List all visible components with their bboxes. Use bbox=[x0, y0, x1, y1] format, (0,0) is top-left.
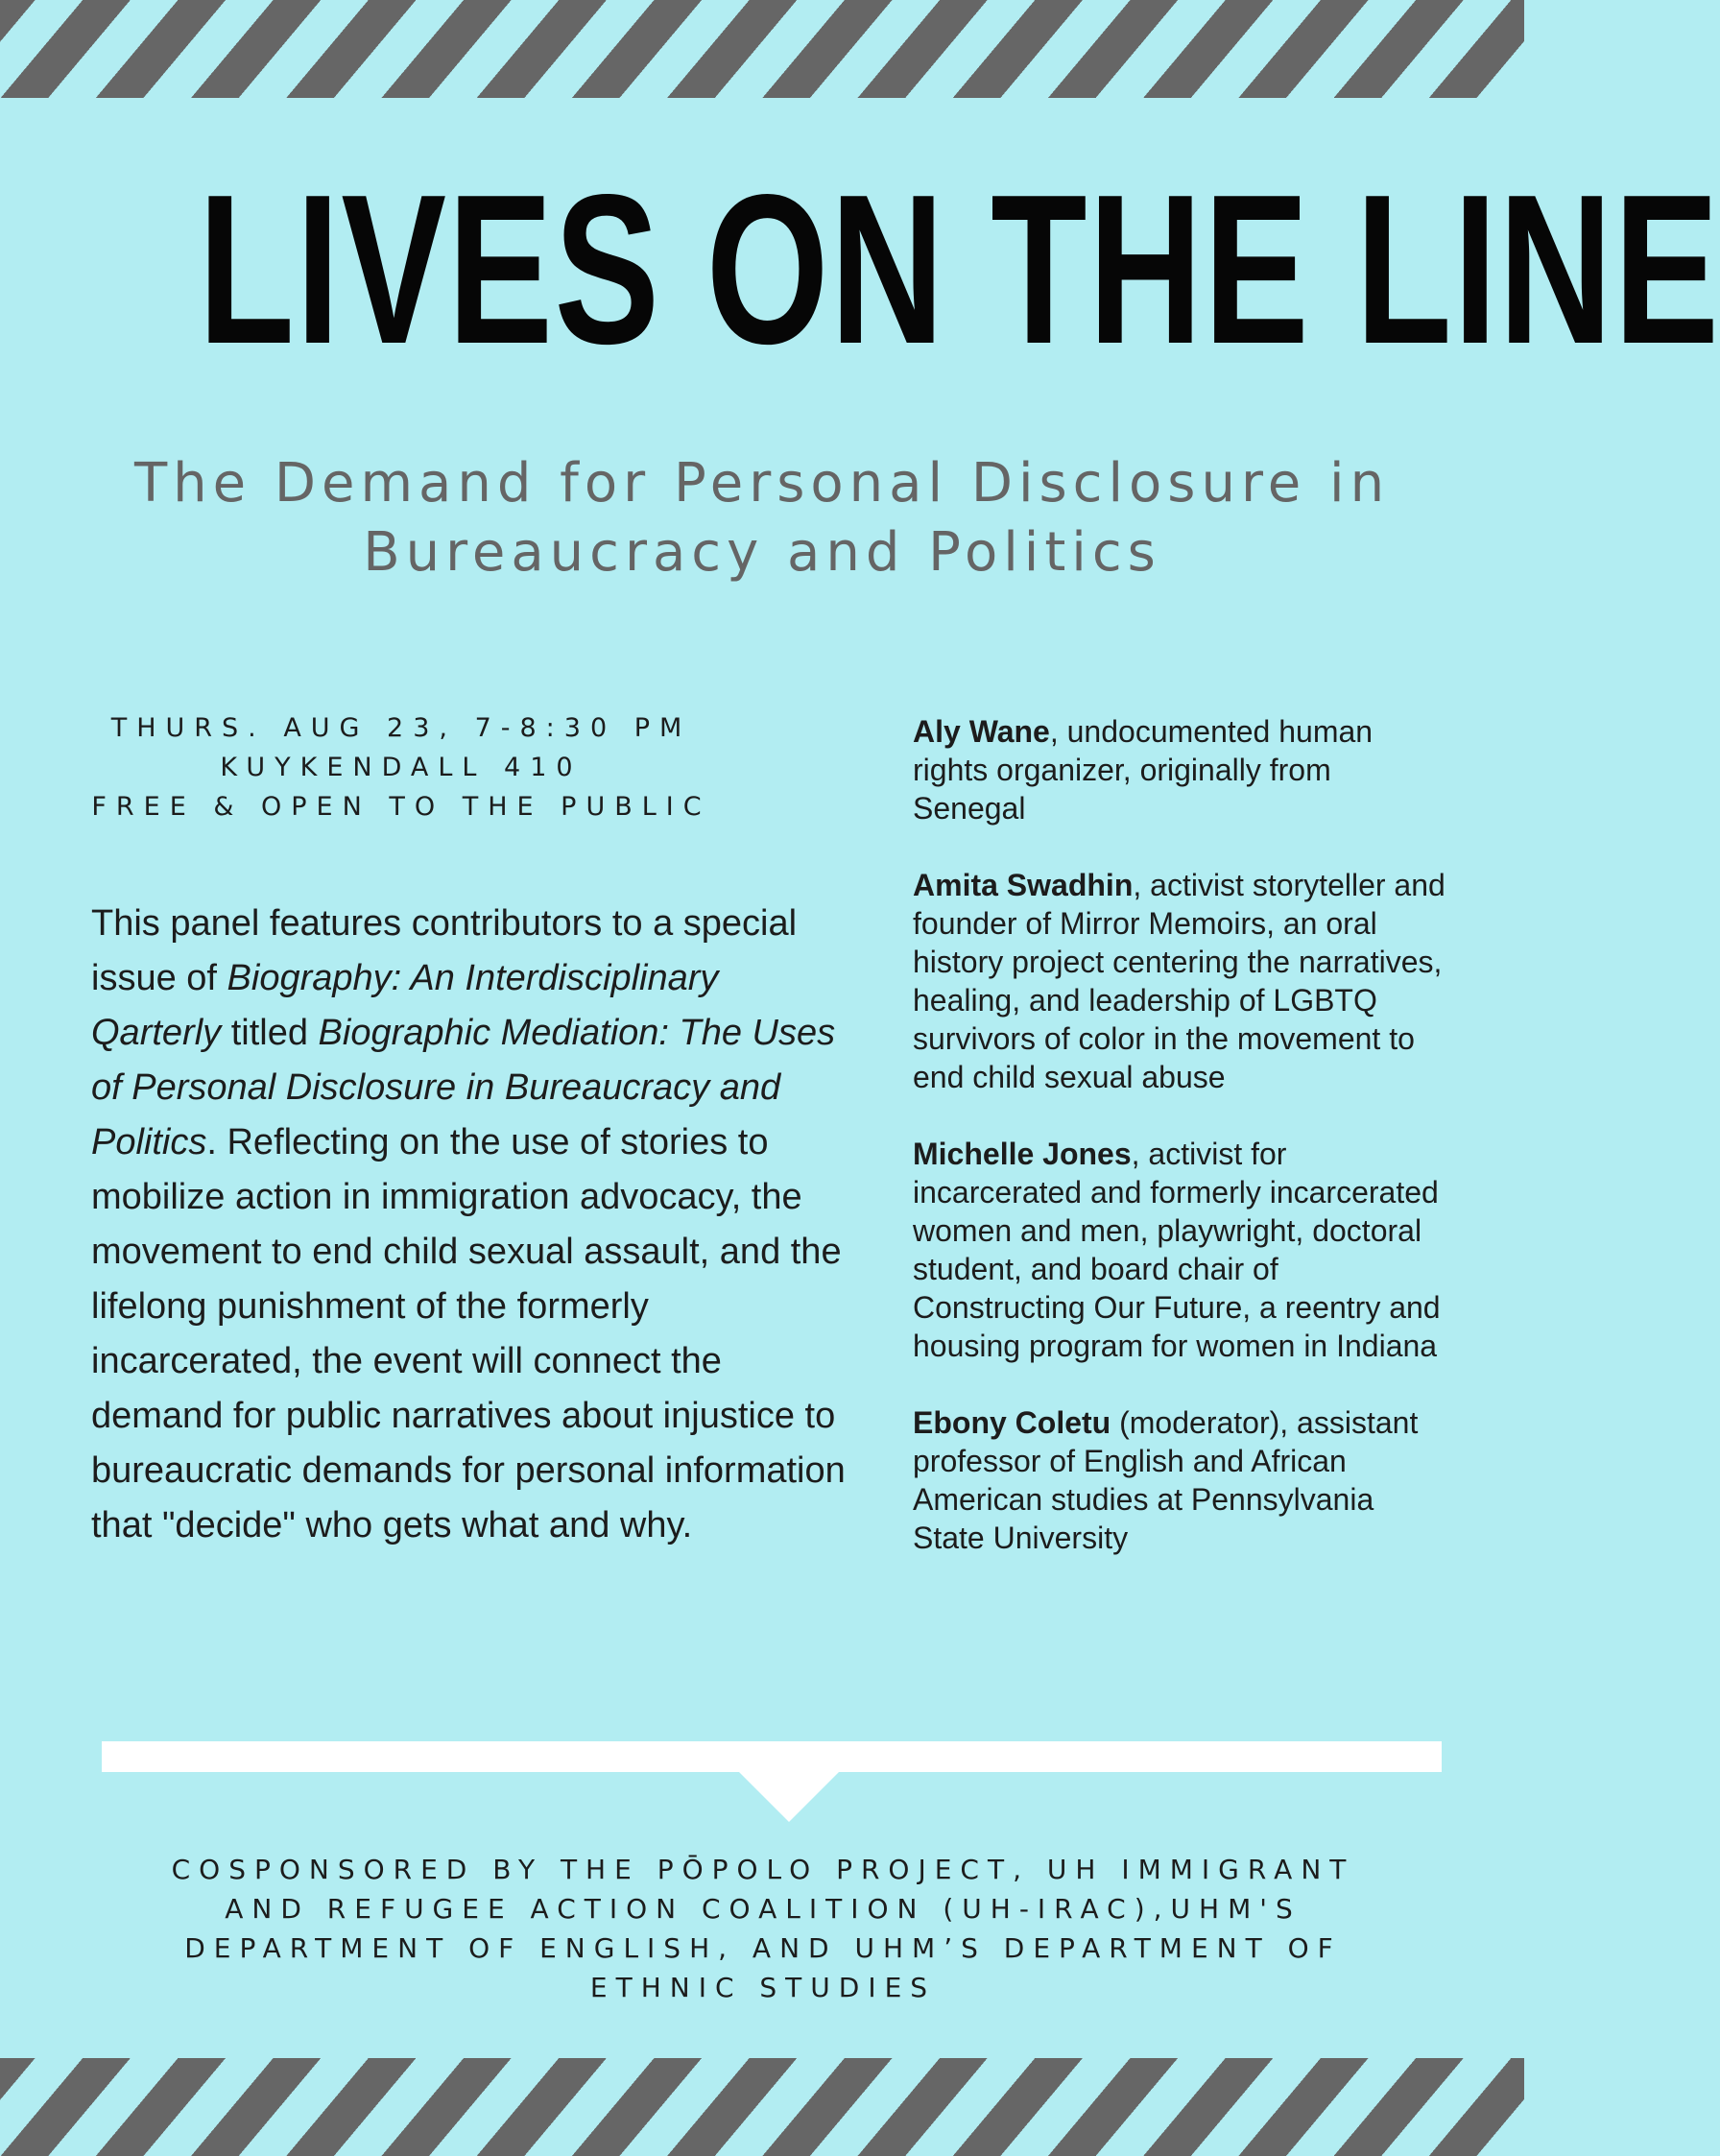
description-text: . Reflecting on the use of stories to mobilize action in immigration advocacy, the movement to end child sexual assault, and the lifelong punishment of the formerly incarcerated, the event will connect the demand for public narratives about injustice to bureaucratic demands for personal information that "decide" who gets what and why. bbox=[91, 1122, 846, 1545]
section-divider bbox=[102, 1741, 1442, 1772]
event-admission: FREE & OPEN TO THE PUBLIC bbox=[91, 792, 711, 822]
top-stripe-border bbox=[0, 0, 1524, 98]
cosponsor-line: AND REFUGEE ACTION COALITION (UH-IRAC),UHM'S bbox=[225, 1893, 1302, 1925]
speaker-name: Aly Wane bbox=[913, 714, 1050, 749]
issue-title: Biographic Mediation: The Uses of Personal Disclosure in Bureaucracy and Politics bbox=[91, 1013, 836, 1162]
cosponsors bbox=[125, 1850, 1401, 2007]
speaker-name: Amita Swadhin bbox=[913, 868, 1134, 902]
subtitle-line: The Demand for Personal Disclosure in bbox=[133, 452, 1391, 515]
poster-title: LIVES ON THE LINE bbox=[198, 151, 1720, 389]
speaker-bio: , activist for incarcerated and formerly incarcerated women and men, playwright, doctoral student, and board chair of Constructing Our Future, a reentry and housing program for women in Indiana bbox=[913, 1137, 1441, 1363]
cosponsor-line: ETHNIC STUDIES bbox=[589, 1972, 937, 2003]
speaker-bio: , activist storyteller and founder of Mirror Memoirs, an oral history project centering the narratives, healing, and leadership of LGBTQ survivors of color in the movement to end child sexual abuse bbox=[913, 868, 1445, 1094]
cosponsor-line: DEPARTMENT OF ENGLISH, AND UHM’S DEPARTMENT OF bbox=[184, 1932, 1342, 1964]
speaker-list bbox=[913, 712, 1450, 1595]
speaker-entry bbox=[913, 866, 1450, 1096]
cosponsor-line: COSPONSORED BY THE PŌPOLO PROJECT, UH IMMIGRANT bbox=[171, 1854, 1355, 1885]
event-details bbox=[88, 708, 714, 826]
speaker-entry bbox=[913, 1135, 1450, 1365]
speaker-entry bbox=[913, 712, 1450, 827]
speaker-name: Ebony Coletu bbox=[913, 1405, 1111, 1440]
speaker-entry bbox=[913, 1403, 1450, 1557]
speaker-name: Michelle Jones bbox=[913, 1137, 1132, 1171]
divider-pointer bbox=[737, 1770, 841, 1822]
speaker-bio: , undocumented human rights organizer, originally from Senegal bbox=[913, 714, 1374, 826]
speaker-bio: (moderator), assistant professor of English and African American studies at Pennsylvania State University bbox=[913, 1405, 1419, 1555]
event-description bbox=[91, 897, 849, 1553]
event-datetime: THURS. AUG 23, 7-8:30 PM bbox=[110, 713, 692, 743]
poster-subtitle bbox=[0, 449, 1524, 587]
event-location: KUYKENDALL 410 bbox=[220, 753, 583, 782]
subtitle-line: Bureaucracy and Politics bbox=[363, 521, 1161, 584]
description-text: This panel features contributors to a special issue of bbox=[91, 903, 798, 998]
description-text: titled bbox=[221, 1013, 319, 1053]
journal-title: Biography: An Interdisciplinary Qarterly bbox=[91, 958, 719, 1053]
bottom-stripe-border bbox=[0, 2058, 1524, 2156]
